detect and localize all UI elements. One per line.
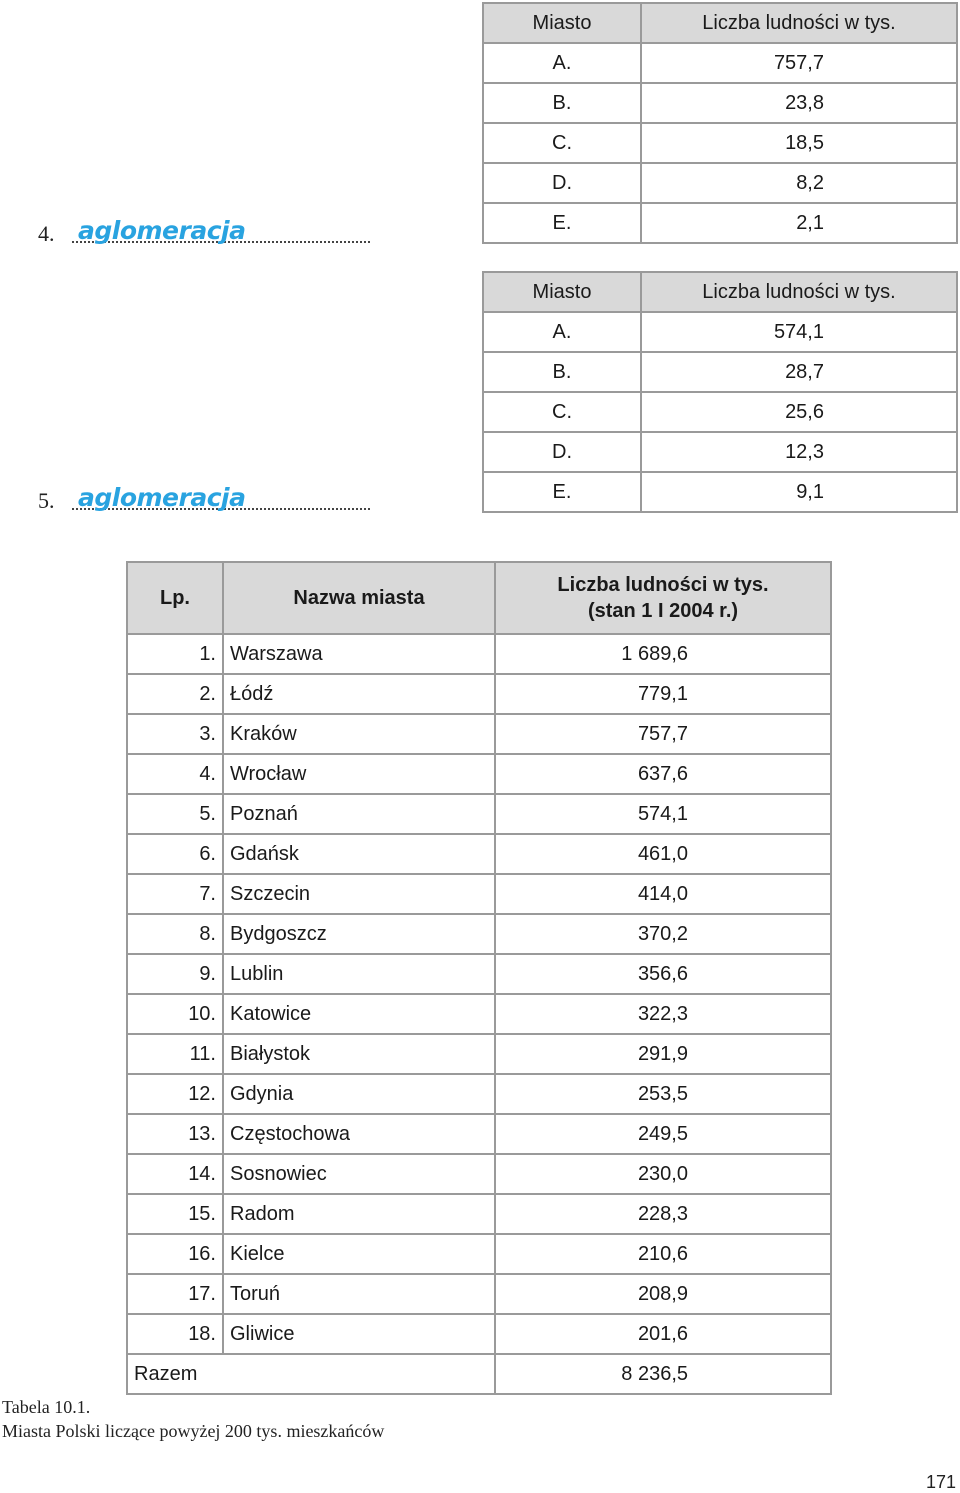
population-cell: 228,3 [495,1194,831,1234]
table-row [127,1234,831,1274]
table-row [483,392,957,432]
population-cell: 779,1 [495,674,831,714]
header-line: Liczba ludności w tys. [557,574,769,596]
table-row [483,163,957,203]
lp-cell: 17. [127,1274,223,1314]
table-row [127,914,831,954]
table-row [483,352,957,392]
answer-number: 5. [38,488,55,513]
population-cell: 230,0 [495,1154,831,1194]
lp-cell: 6. [127,834,223,874]
population-cell: 370,2 [495,914,831,954]
table-row [127,874,831,914]
table-row [127,1274,831,1314]
table-row [483,43,957,83]
total-label: Razem [127,1354,495,1394]
population-cell: 28,7 [641,352,957,392]
handwritten-answer: aglomeracja [78,216,246,245]
table-row [127,1034,831,1074]
city-name-cell: Lublin [223,954,495,994]
page-number: 171 [925,1472,956,1492]
city-name-cell: Radom [223,1194,495,1234]
table-row [127,1154,831,1194]
population-cell: 757,7 [495,714,831,754]
table-row [127,834,831,874]
city-name-cell: Szczecin [223,874,495,914]
table-row [483,203,957,243]
population-cell: 8,2 [641,163,957,203]
lp-cell: 5. [127,794,223,834]
lp-cell: 11. [127,1034,223,1074]
lp-cell: 13. [127,1114,223,1154]
table-row [127,994,831,1034]
table-row [127,954,831,994]
lp-cell: 8. [127,914,223,954]
table-row [483,83,957,123]
handwritten-answer: aglomeracja [78,483,246,512]
caption-title: Tabela 10.1. [2,1397,91,1417]
population-cell: 1 689,6 [495,634,831,674]
polish-cities-table [126,561,832,1395]
city-name-cell: Częstochowa [223,1114,495,1154]
column-header-lp: Lp. [127,562,223,634]
population-cell: 25,6 [641,392,957,432]
table-row [483,312,957,352]
city-population-table-1 [482,2,958,244]
city-cell: C. [483,123,641,163]
city-name-cell: Kraków [223,714,495,754]
table-row [127,674,831,714]
column-header-city: Miasto [483,272,641,312]
lp-cell: 14. [127,1154,223,1194]
population-cell: 201,6 [495,1314,831,1354]
city-cell: D. [483,163,641,203]
city-population-table-2 [482,271,958,513]
city-cell: B. [483,83,641,123]
city-name-cell: Kielce [223,1234,495,1274]
population-cell: 18,5 [641,123,957,163]
city-name-cell: Katowice [223,994,495,1034]
city-name-cell: Warszawa [223,634,495,674]
table-row [127,1194,831,1234]
column-header-population [495,562,831,634]
city-name-cell: Bydgoszcz [223,914,495,954]
city-cell: E. [483,472,641,512]
column-header-city-name: Nazwa miasta [223,562,495,634]
population-cell: 2,1 [641,203,957,243]
population-cell: 574,1 [641,312,957,352]
column-header-population: Liczba ludności w tys. [641,3,957,43]
lp-cell: 2. [127,674,223,714]
table-row [127,1074,831,1114]
city-name-cell: Gdynia [223,1074,495,1114]
table-row [127,1314,831,1354]
table-row [483,472,957,512]
population-cell: 757,7 [641,43,957,83]
lp-cell: 15. [127,1194,223,1234]
total-value: 8 236,5 [495,1354,831,1394]
table-row [127,634,831,674]
answer-line-4 [38,207,378,247]
lp-cell: 3. [127,714,223,754]
header-line: (stan 1 I 2004 r.) [587,600,739,622]
population-cell: 356,6 [495,954,831,994]
city-name-cell: Łódź [223,674,495,714]
table-row [483,432,957,472]
city-cell: A. [483,43,641,83]
city-cell: A. [483,312,641,352]
city-name-cell: Poznań [223,794,495,834]
population-cell: 291,9 [495,1034,831,1074]
lp-cell: 7. [127,874,223,914]
population-cell: 12,3 [641,432,957,472]
table-header-row [483,272,957,312]
city-name-cell: Toruń [223,1274,495,1314]
answer-number: 4. [38,221,55,246]
city-cell: B. [483,352,641,392]
table-header-row [483,3,957,43]
lp-cell: 9. [127,954,223,994]
answer-line-5 [38,474,378,514]
column-header-population: Liczba ludności w tys. [641,272,957,312]
lp-cell: 18. [127,1314,223,1354]
table-row [483,123,957,163]
table-row [127,1114,831,1154]
table-row [127,714,831,754]
population-cell: 23,8 [641,83,957,123]
lp-cell: 12. [127,1074,223,1114]
table-row [127,794,831,834]
population-cell: 253,5 [495,1074,831,1114]
lp-cell: 4. [127,754,223,794]
total-row [127,1354,831,1394]
table-caption [2,1395,384,1443]
population-cell: 414,0 [495,874,831,914]
population-cell: 208,9 [495,1274,831,1314]
city-name-cell: Gliwice [223,1314,495,1354]
city-name-cell: Sosnowiec [223,1154,495,1194]
population-cell: 461,0 [495,834,831,874]
population-cell: 322,3 [495,994,831,1034]
city-cell: D. [483,432,641,472]
population-cell: 249,5 [495,1114,831,1154]
city-name-cell: Białystok [223,1034,495,1074]
population-cell: 210,6 [495,1234,831,1274]
population-cell: 574,1 [495,794,831,834]
table-row [127,754,831,794]
city-name-cell: Wrocław [223,754,495,794]
population-cell: 9,1 [641,472,957,512]
population-cell: 637,6 [495,754,831,794]
column-header-city: Miasto [483,3,641,43]
lp-cell: 16. [127,1234,223,1274]
city-cell: C. [483,392,641,432]
caption-description: Miasta Polski liczące powyżej 200 tys. mieszkańców [2,1421,385,1441]
lp-cell: 1. [127,634,223,674]
table-header-row [127,562,831,634]
lp-cell: 10. [127,994,223,1034]
city-name-cell: Gdańsk [223,834,495,874]
city-cell: E. [483,203,641,243]
